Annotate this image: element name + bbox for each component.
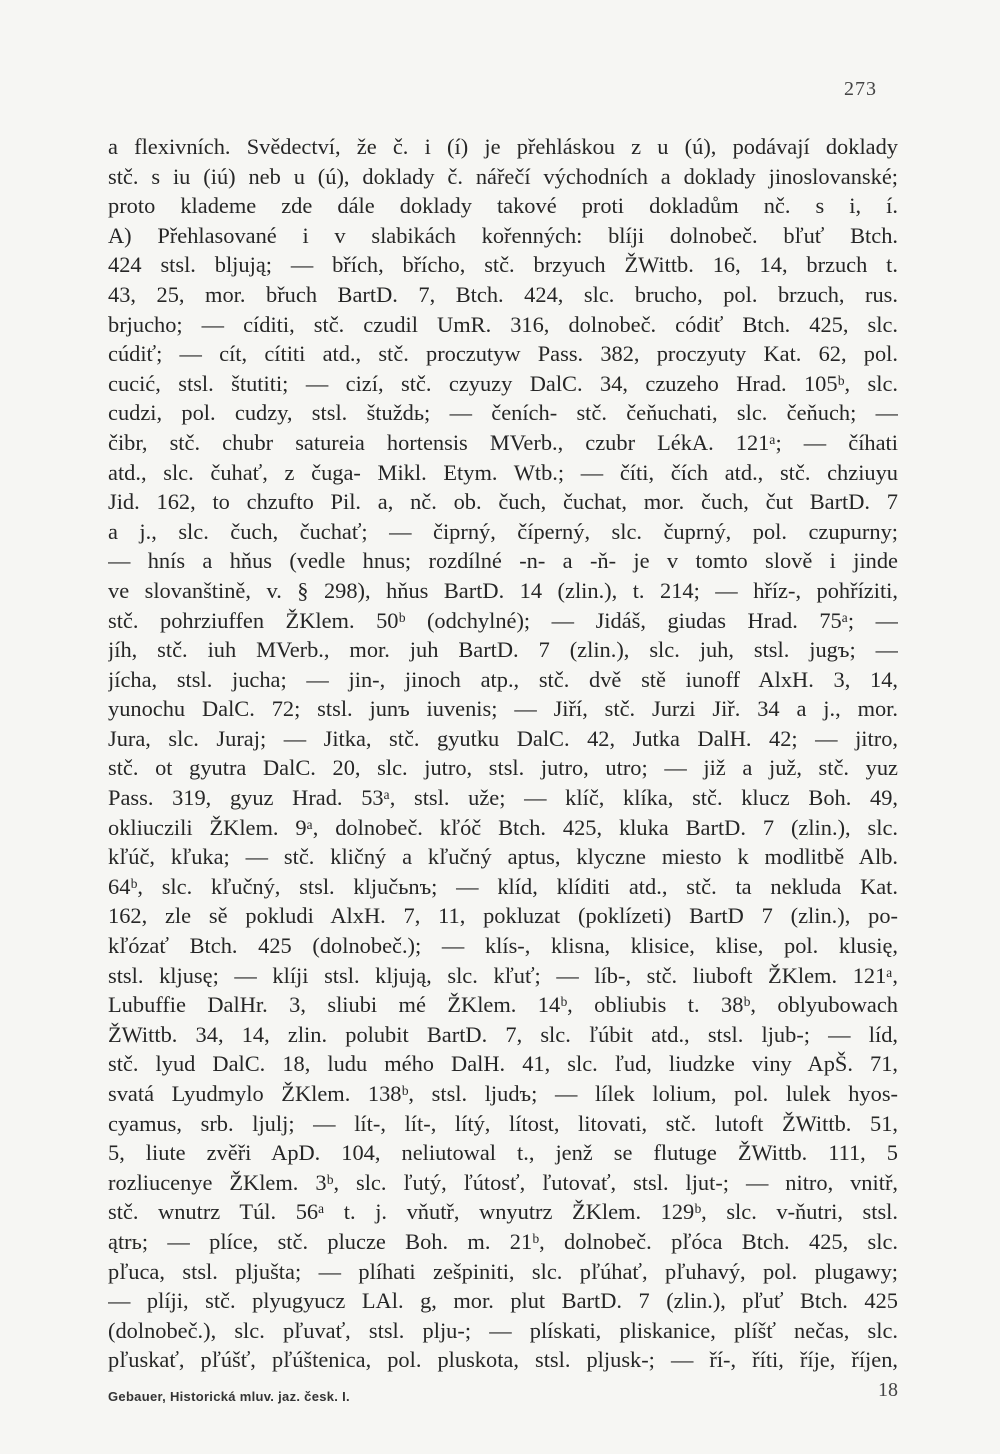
- text-line: svatá Lyudmylo ŽKlem. 138ᵇ, stsl. ljudъ; — lílek lolium, pol. lulek hyos-: [108, 1081, 898, 1106]
- text-line: cyamus, srb. ljulj; — lít-, lít-, lítý, lítost, litovati, stč. lutoft ŽWittb. 51,: [108, 1110, 898, 1136]
- text-line: atd., slc. čuhať, z čuga- Mikl. Etym. Wtb.; — číti, čích atd., stč. chziuyu: [108, 459, 898, 485]
- text-line: jíh, stč. iuh MVerb., mor. juh BartD. 7 (zlin.), slc. juh, stsl. jugъ; —: [108, 637, 898, 663]
- text-line: stč. wnutrz Túl. 56ᵃ t. j. vňutř, wnyutrz ŽKlem. 129ᵇ, slc. v-ňutri, stsl.: [108, 1199, 898, 1225]
- text-line: ątrь; — plíce, stč. plucze Boh. m. 21ᵇ, dolnobeč. pľóca Btch. 425, slc.: [108, 1228, 898, 1254]
- text-line: čibr, stč. chubr satureia hortensis MVerb., czubr LékA. 121ᵃ; — číhati: [108, 429, 898, 455]
- text-line: pľuskať, pľúšť, pľúštenica, pol. pluskota, stsl. pljusk-; — ří-, říti, říje, říjen,: [108, 1347, 898, 1373]
- text-line: (dolnobeč.), slc. pľuvať, stsl. plju-; — plískati, pliskanice, plíšť nečas, slc.: [108, 1317, 898, 1343]
- text-line: — plíji, stč. plyugyucz LAl. g, mor. plut BartD. 7 (zlin.), pľuť Btch. 425: [108, 1288, 898, 1314]
- text-line: stsl. kljusę; — klíji stsl. kljują, slc. kľuť; — líb-, stč. liuboft ŽKlem. 121ᵃ,: [108, 962, 898, 988]
- body-text: [108, 132, 898, 1375]
- text-line: 64ᵇ, slc. kľučný, stsl. ključьnъ; — klíd, klíditi atd., stč. ta nekluda Kat.: [108, 873, 898, 899]
- text-line: proto klademe zde dále doklady takové proti dokladům nč. s i, í.: [108, 193, 898, 219]
- text-line: 5, liute zvěři ApD. 104, neliutowal t., jenž se flutuge ŽWittb. 111, 5: [108, 1140, 898, 1166]
- text-line: jícha, stsl. jucha; — jin-, jinoch atp., stč. dvě stě iunoff AlxH. 3, 14,: [108, 666, 898, 692]
- text-line: stč. lyud DalC. 18, ludu mého DalH. 41, slc. ľud, liudzke viny ApŠ. 71,: [108, 1051, 898, 1077]
- text-line: kľózať Btch. 425 (dolnobeč.); — klís-, klisna, klisice, klise, pol. klusię,: [108, 933, 898, 959]
- text-line: pľuca, stsl. pljušta; — plíhati zešpiniti, slc. pľúhať, pľuhavý, pol. plugawy;: [108, 1258, 898, 1284]
- text-line: Pass. 319, gyuz Hrad. 53ᵃ, stsl. uže; — klíč, klíka, stč. klucz Boh. 49,: [108, 785, 898, 811]
- text-line: 162, zle sě pokludi AlxH. 7, 11, pokluzat (poklízeti) BartD 7 (zlin.), po-: [108, 903, 898, 929]
- text-line: a flexivních. Svědectví, že č. i (í) je přehláskou z u (ú), podávají doklady: [108, 134, 898, 159]
- text-line: 43, 25, mor. břuch BartD. 7, Btch. 424, slc. brucho, pol. brzuch, rus.: [108, 281, 898, 307]
- text-line: Jid. 162, to chzufto Pil. a, nč. ob. čuch, čuchat, mor. čuch, čut BartD. 7: [108, 489, 898, 515]
- text-line: ŽWittb. 34, 14, zlin. polubit BartD. 7, slc. ľúbit atd., stsl. ljub-; — líd,: [108, 1021, 898, 1047]
- page-number: 273: [844, 78, 877, 100]
- text-line: stč. ot gyutra DalC. 20, slc. jutro, stsl. jutro, utro; — již a juž, stč. yuz: [108, 755, 898, 781]
- text-line: Jura, slc. Juraj; — Jitka, stč. gyutku DalC. 42, Jutka DalH. 42; — jitro,: [108, 725, 898, 751]
- text-line: cucić, stsl. štutiti; — cizí, stč. czyuzy DalC. 34, czuzeho Hrad. 105ᵇ, slc.: [108, 370, 898, 396]
- text-line: yunochu DalC. 72; stsl. junъ iuvenis; — Jiří, stč. Jurzi Jiř. 34 a j., mor.: [108, 696, 898, 722]
- text-line: Lubuffie DalHr. 3, sliubi mé ŽKlem. 14ᵇ, obliubis t. 38ᵇ, oblyubowach: [108, 992, 898, 1018]
- text-line: brjucho; — cíditi, stč. czudil UmR. 316, dolnobeč. códiť Btch. 425, slc.: [108, 311, 898, 337]
- footer-source: Gebauer, Historická mluv. jaz. česk. I.: [108, 1389, 350, 1404]
- text-line: 424 stsl. bljują; — břích, břícho, stč. brzyuch ŽWittb. 16, 14, brzuch t.: [108, 252, 898, 278]
- text-line: kľúč, kľuka; — stč. kličný a kľučný aptus, klyczne miesto k modlitbě Alb.: [108, 844, 898, 870]
- text-line: a j., slc. čuch, čuchať; — čiprný, číperný, slc. čuprný, pol. czupurny;: [108, 518, 898, 544]
- text-line: cudzi, pol. cudzy, stsl. štuždь; — čeních- stč. čeňuchati, slc. čeňuch; —: [108, 400, 898, 426]
- page-footer: [108, 1379, 898, 1409]
- text-line: — hnís a hňus (vedle hnus; rozdílné -n- a -ň- je v tomto slově i jinde: [108, 548, 898, 574]
- text-line: stč. s iu (iú) neb u (ú), doklady č. nářečí východních a doklady jinoslovanské;: [108, 163, 898, 189]
- footer-signature: 18: [878, 1379, 898, 1401]
- text-line: cúdiť; — cít, cítiti atd., stč. proczutyw Pass. 382, proczyuty Kat. 62, pol.: [108, 341, 898, 367]
- text-line: stč. pohrziuffen ŽKlem. 50ᵇ (odchylné); — Jidáš, giudas Hrad. 75ᵃ; —: [108, 607, 898, 633]
- text-line: ve slovanštině, v. § 298), hňus BartD. 14 (zlin.), t. 214; — hříz-, pohříziti,: [108, 577, 898, 603]
- text-line: rozliucenye ŽKlem. 3ᵇ, slc. ľutý, ľútosť, ľutovať, stsl. ljut-; — nitro, vnitř,: [108, 1169, 898, 1195]
- text-line: A) Přehlasované i v slabikách kořenných: blíji dolnobeč. bľuť Btch.: [108, 222, 898, 248]
- text-line: okliuczili ŽKlem. 9ᵃ, dolnobeč. kľóč Btch. 425, kluka BartD. 7 (zlin.), slc.: [108, 814, 898, 840]
